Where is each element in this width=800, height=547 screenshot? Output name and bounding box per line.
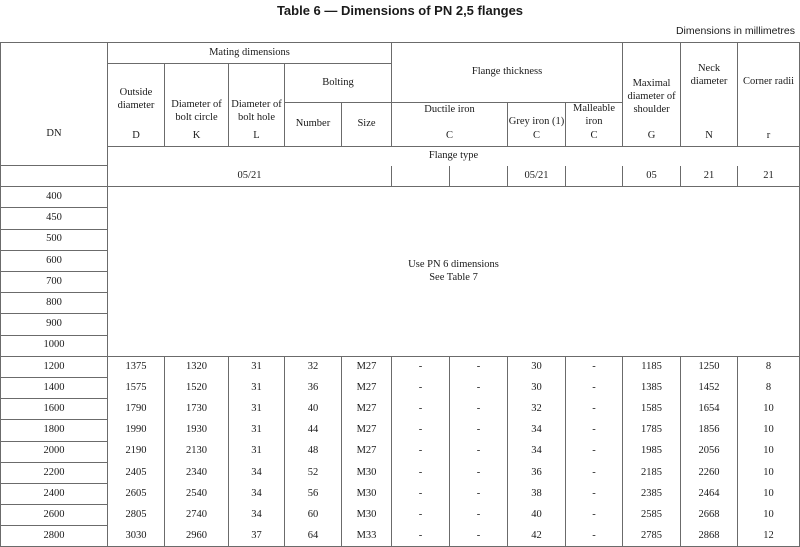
max-shoulder-cell: 1385 bbox=[623, 377, 681, 398]
flange-type-malleable bbox=[566, 166, 623, 187]
max-shoulder-cell: 1185 bbox=[623, 356, 681, 377]
dn-cell: 1600 bbox=[1, 399, 108, 420]
bolt-circle-cell: 1730 bbox=[165, 399, 229, 420]
table-row bbox=[1, 505, 800, 526]
bolt-hole-cell: 31 bbox=[229, 399, 285, 420]
bolt-hole-cell: 31 bbox=[229, 441, 285, 462]
dn-cell: 1800 bbox=[1, 420, 108, 441]
neck-diameter-cell: 2464 bbox=[681, 483, 738, 504]
ductile-iron-cell-1: - bbox=[392, 483, 450, 504]
neck-diameter-cell: 2056 bbox=[681, 441, 738, 462]
symbol-D: D bbox=[132, 130, 140, 142]
bolt-size-cell: M33 bbox=[342, 526, 392, 547]
bolt-circle-cell: 2960 bbox=[165, 526, 229, 547]
grey-iron-cell: 42 bbox=[508, 526, 566, 547]
ductile-iron-cell-1: - bbox=[392, 420, 450, 441]
outside-diameter-label: Outside diameter bbox=[117, 87, 155, 111]
max-shoulder-cell: 2785 bbox=[623, 526, 681, 547]
malleable-iron-cell: - bbox=[566, 377, 623, 398]
ductile-iron-cell-2: - bbox=[450, 441, 508, 462]
ductile-iron-cell-2: - bbox=[450, 462, 508, 483]
table-row bbox=[1, 187, 800, 208]
dn-cell: 1000 bbox=[1, 335, 108, 356]
corner-radii-cell: 8 bbox=[738, 377, 800, 398]
table-row bbox=[1, 399, 800, 420]
outside-diameter-cell: 2405 bbox=[108, 462, 165, 483]
grey-iron-label: Grey iron (1) bbox=[508, 115, 565, 127]
malleable-iron-cell: - bbox=[566, 462, 623, 483]
bolt-hole-cell: 31 bbox=[229, 420, 285, 441]
max-shoulder-cell: 2385 bbox=[623, 483, 681, 504]
bolt-hole-header bbox=[229, 64, 285, 147]
pn6-note bbox=[108, 187, 800, 357]
corner-radii-cell: 8 bbox=[738, 356, 800, 377]
ductile-iron-cell-2: - bbox=[450, 505, 508, 526]
bolt-hole-cell: 34 bbox=[229, 505, 285, 526]
flange-type-shoulder: 05 bbox=[623, 166, 681, 187]
bolt-circle-cell: 2740 bbox=[165, 505, 229, 526]
outside-diameter-cell: 3030 bbox=[108, 526, 165, 547]
bolt-size-cell: M30 bbox=[342, 462, 392, 483]
note-line-2: See Table 7 bbox=[429, 271, 478, 283]
outside-diameter-header bbox=[108, 64, 165, 147]
bolt-size-cell: M27 bbox=[342, 377, 392, 398]
symbol-C-ductile: C bbox=[445, 130, 453, 142]
malleable-iron-cell: - bbox=[566, 505, 623, 526]
grey-iron-cell: 38 bbox=[508, 483, 566, 504]
ductile-iron-cell-2: - bbox=[450, 483, 508, 504]
corner-radii-cell: 10 bbox=[738, 441, 800, 462]
dn-cell: 450 bbox=[1, 208, 108, 229]
bolt-number-cell: 32 bbox=[285, 356, 342, 377]
bolt-number-cell: 60 bbox=[285, 505, 342, 526]
dn-cell: 2200 bbox=[1, 462, 108, 483]
neck-diameter-cell: 2868 bbox=[681, 526, 738, 547]
bolt-number-cell: 44 bbox=[285, 420, 342, 441]
ductile-iron-cell-1: - bbox=[392, 505, 450, 526]
grey-iron-cell: 30 bbox=[508, 356, 566, 377]
ductile-iron-cell-1: - bbox=[392, 462, 450, 483]
grey-iron-cell: 32 bbox=[508, 399, 566, 420]
bolt-hole-cell: 34 bbox=[229, 483, 285, 504]
dn-header-label: DN bbox=[46, 127, 62, 139]
symbol-C-malleable: C bbox=[590, 130, 598, 142]
symbol-G: G bbox=[647, 130, 656, 142]
dn-cell: 500 bbox=[1, 229, 108, 250]
grey-iron-header bbox=[508, 103, 566, 147]
number-header: Number bbox=[285, 103, 342, 147]
table-row bbox=[1, 356, 800, 377]
flange-type-mating: 05/21 bbox=[108, 166, 392, 187]
dn-header bbox=[1, 43, 108, 166]
corner-radii-label: Corner radii bbox=[743, 75, 795, 87]
ductile-iron-cell-2: - bbox=[450, 377, 508, 398]
bolt-size-cell: M27 bbox=[342, 399, 392, 420]
symbol-K: K bbox=[192, 130, 201, 142]
note-line-1: Use PN 6 dimensions bbox=[408, 258, 499, 270]
bolting-header: Bolting bbox=[285, 64, 392, 103]
neck-diameter-header bbox=[681, 43, 738, 147]
flange-thickness-header: Flange thickness bbox=[392, 43, 623, 103]
table-row bbox=[1, 483, 800, 504]
ductile-iron-cell-1: - bbox=[392, 441, 450, 462]
bolt-circle-cell: 1930 bbox=[165, 420, 229, 441]
neck-diameter-cell: 1654 bbox=[681, 399, 738, 420]
flange-type-label-row bbox=[1, 146, 800, 166]
bolt-hole-cell: 34 bbox=[229, 462, 285, 483]
neck-diameter-cell: 1856 bbox=[681, 420, 738, 441]
corner-radii-header bbox=[738, 43, 800, 147]
bolt-circle-cell: 2540 bbox=[165, 483, 229, 504]
table-row bbox=[1, 377, 800, 398]
ductile-iron-cell-1: - bbox=[392, 377, 450, 398]
malleable-iron-cell: - bbox=[566, 420, 623, 441]
symbol-L: L bbox=[253, 130, 260, 142]
table-row bbox=[1, 420, 800, 441]
header-row-groups bbox=[1, 43, 800, 64]
ductile-iron-label: Ductile iron bbox=[424, 103, 475, 115]
flange-type-ductile-2 bbox=[450, 166, 508, 187]
flange-dimensions-table bbox=[0, 42, 800, 547]
max-shoulder-cell: 2185 bbox=[623, 462, 681, 483]
table-title: Table 6 — Dimensions of PN 2,5 flanges bbox=[276, 3, 524, 18]
bolt-size-cell: M27 bbox=[342, 441, 392, 462]
outside-diameter-cell: 2805 bbox=[108, 505, 165, 526]
bolt-number-cell: 56 bbox=[285, 483, 342, 504]
bolt-circle-cell: 1320 bbox=[165, 356, 229, 377]
outside-diameter-cell: 1575 bbox=[108, 377, 165, 398]
ductile-iron-cell-2: - bbox=[450, 356, 508, 377]
bolt-number-cell: 52 bbox=[285, 462, 342, 483]
dn-cell: 2400 bbox=[1, 483, 108, 504]
ductile-iron-cell-1: - bbox=[392, 356, 450, 377]
bolt-circle-cell: 1520 bbox=[165, 377, 229, 398]
dn-cell: 700 bbox=[1, 272, 108, 293]
malleable-iron-cell: - bbox=[566, 399, 623, 420]
flange-type-values-row bbox=[1, 166, 800, 187]
bolt-size-cell: M30 bbox=[342, 483, 392, 504]
bolt-circle-cell: 2340 bbox=[165, 462, 229, 483]
neck-diameter-label: Neck diameter bbox=[690, 63, 728, 87]
max-shoulder-label: Maximal diameter of shoulder bbox=[627, 78, 676, 115]
flange-type-radii: 21 bbox=[738, 166, 800, 187]
outside-diameter-cell: 2605 bbox=[108, 483, 165, 504]
size-header: Size bbox=[342, 103, 392, 147]
ductile-iron-header bbox=[392, 103, 508, 147]
bolt-circle-header bbox=[165, 64, 229, 147]
corner-radii-cell: 12 bbox=[738, 526, 800, 547]
dn-cell: 600 bbox=[1, 250, 108, 271]
dn-header-spacer bbox=[1, 166, 108, 187]
dn-cell: 800 bbox=[1, 293, 108, 314]
units-note: Dimensions in millimetres bbox=[675, 25, 795, 37]
grey-iron-cell: 40 bbox=[508, 505, 566, 526]
max-shoulder-header bbox=[623, 43, 681, 147]
malleable-iron-cell: - bbox=[566, 526, 623, 547]
malleable-iron-label: Malleable iron bbox=[573, 103, 615, 127]
bolt-number-cell: 36 bbox=[285, 377, 342, 398]
dn-cell: 1200 bbox=[1, 356, 108, 377]
bolt-hole-cell: 37 bbox=[229, 526, 285, 547]
max-shoulder-cell: 1985 bbox=[623, 441, 681, 462]
symbol-r: r bbox=[766, 130, 771, 142]
grey-iron-cell: 36 bbox=[508, 462, 566, 483]
neck-diameter-cell: 1250 bbox=[681, 356, 738, 377]
table-row bbox=[1, 462, 800, 483]
malleable-iron-cell: - bbox=[566, 441, 623, 462]
outside-diameter-cell: 1990 bbox=[108, 420, 165, 441]
dn-cell: 2600 bbox=[1, 505, 108, 526]
flange-type-grey: 05/21 bbox=[508, 166, 566, 187]
dn-cell: 400 bbox=[1, 187, 108, 208]
flange-type-neck: 21 bbox=[681, 166, 738, 187]
table-row bbox=[1, 441, 800, 462]
bolt-number-cell: 48 bbox=[285, 441, 342, 462]
table-row bbox=[1, 526, 800, 547]
max-shoulder-cell: 1785 bbox=[623, 420, 681, 441]
bolt-size-cell: M30 bbox=[342, 505, 392, 526]
max-shoulder-cell: 2585 bbox=[623, 505, 681, 526]
ductile-iron-cell-1: - bbox=[392, 399, 450, 420]
bolt-circle-label: Diameter of bolt circle bbox=[171, 99, 222, 123]
bolt-size-cell: M27 bbox=[342, 356, 392, 377]
dn-cell: 2000 bbox=[1, 441, 108, 462]
corner-radii-cell: 10 bbox=[738, 399, 800, 420]
malleable-iron-cell: - bbox=[566, 356, 623, 377]
outside-diameter-cell: 2190 bbox=[108, 441, 165, 462]
grey-iron-cell: 34 bbox=[508, 441, 566, 462]
bolt-hole-label: Diameter of bolt hole bbox=[231, 99, 282, 123]
ductile-iron-cell-1: - bbox=[392, 526, 450, 547]
corner-radii-cell: 10 bbox=[738, 505, 800, 526]
malleable-iron-cell: - bbox=[566, 483, 623, 504]
malleable-iron-header bbox=[566, 103, 623, 147]
neck-diameter-cell: 2668 bbox=[681, 505, 738, 526]
ductile-iron-cell-2: - bbox=[450, 420, 508, 441]
bolt-size-cell: M27 bbox=[342, 420, 392, 441]
grey-iron-cell: 34 bbox=[508, 420, 566, 441]
bolt-number-cell: 64 bbox=[285, 526, 342, 547]
corner-radii-cell: 10 bbox=[738, 462, 800, 483]
outside-diameter-cell: 1375 bbox=[108, 356, 165, 377]
bolt-hole-cell: 31 bbox=[229, 356, 285, 377]
flange-type-label: Flange type bbox=[108, 146, 800, 166]
flange-type-ductile-1 bbox=[392, 166, 450, 187]
symbol-N: N bbox=[705, 130, 713, 142]
corner-radii-cell: 10 bbox=[738, 420, 800, 441]
bolt-circle-cell: 2130 bbox=[165, 441, 229, 462]
grey-iron-cell: 30 bbox=[508, 377, 566, 398]
mating-dimensions-header: Mating dimensions bbox=[108, 43, 392, 64]
neck-diameter-cell: 1452 bbox=[681, 377, 738, 398]
bolt-number-cell: 40 bbox=[285, 399, 342, 420]
bolt-hole-cell: 31 bbox=[229, 377, 285, 398]
neck-diameter-cell: 2260 bbox=[681, 462, 738, 483]
ductile-iron-cell-2: - bbox=[450, 526, 508, 547]
dn-cell: 2800 bbox=[1, 526, 108, 547]
max-shoulder-cell: 1585 bbox=[623, 399, 681, 420]
corner-radii-cell: 10 bbox=[738, 483, 800, 504]
dn-cell: 1400 bbox=[1, 377, 108, 398]
outside-diameter-cell: 1790 bbox=[108, 399, 165, 420]
symbol-C-grey: C bbox=[532, 130, 540, 142]
ductile-iron-cell-2: - bbox=[450, 399, 508, 420]
dn-cell: 900 bbox=[1, 314, 108, 335]
